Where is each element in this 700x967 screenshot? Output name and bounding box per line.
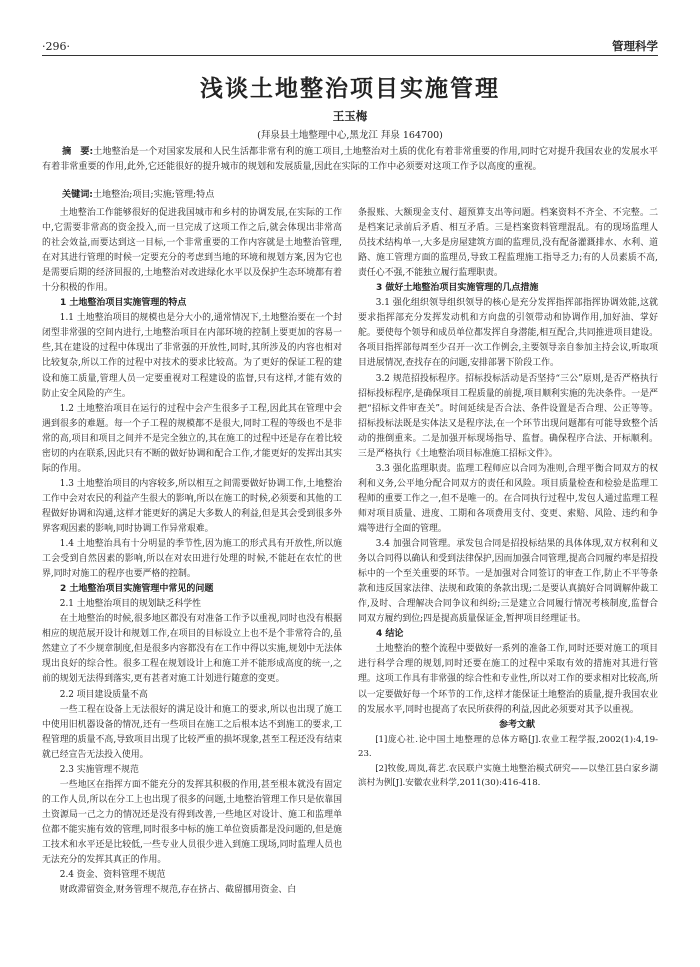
- section-heading: 3 做好土地整治项目实施管理的几点措施: [376, 283, 539, 294]
- references-title: 参考文献: [498, 719, 535, 730]
- page-number: ·296·: [42, 40, 70, 53]
- body-paragraph: 一些工程在设备上无法很好的满足设计和施工的要求,所以也出现了施工中使用旧机器设备的情况,还有一些项目在施工之后根本达不到施工的要求,工程管理的质量不高,导致项目出现了比较严重的损坏现象,甚至工程还没有结束就已经宣告无法投入使用。: [42, 704, 342, 760]
- abstract: [42, 145, 658, 175]
- keywords-text: 土地整治;项目;实施;管理;特点: [92, 190, 215, 200]
- subsection-heading: 2.2 项目建设质量不高: [59, 689, 148, 700]
- body-paragraph: 1.4 土地整治具有十分明显的季节性,因为施工的形式具有开放性,所以施工会受到自然因素的影响,所以在对农田进行处理的时候,不能赶在农忙的世界,同时对施工的程序也要严格的控制。: [42, 539, 342, 580]
- right-column: [358, 206, 658, 791]
- body-paragraph: 在土地整治的时候,很多地区都没有对准备工作予以重视,同时也没有根据相应的规范展开设计和规划工作,在项目的目标设立上也不是个非常符合的,虽然建立了不少规章制度,但是很多内容都没有在工作中得以实施,规划中无法体现出良好的综合性。很多工程在规划设计上和施工并不能形成高度的统一,之前的规划无法得到落实,更有甚者对施工计划进行随意的变更。: [42, 614, 342, 685]
- body-paragraph: 一些地区在指挥方面不能充分的发挥其积极的作用,甚至根本就没有固定的工作人员,所以在分工上也出现了很多的问题,土地整治管理工作只是依靠国土资源局一己之力的情况还是没有得到改善,一些地区对设计、施工和监理单位都不能实施有效的管理,同时很多中标的施工单位资质都是没问题的,但是施工技术和水平还是比较低,一些专业人员很少进入到施工现场,同时监理人员也无法充分的发挥其真正的作用。: [42, 779, 342, 866]
- section-heading: 1 土地整治项目实施管理的特点: [60, 298, 187, 309]
- article-title: 浅谈土地整治项目实施管理: [200, 75, 500, 102]
- body-paragraph: 1.1 土地整治项目的规模也是分大小的,通常情况下,土地整治要在一个封闭型非常强的空间内进行,土地整治项目在内部环境的控制上要更加的容易一些,其在建设的过程中体现出了非常强的开放性,同时,其所涉及的内容也相对比较复杂,所以工作的过程中对技术的要求比较高。为了更好的保证工程的建设和施工质量,管理人员一定要重视对工程建设的监督,只有这样,才能有效的防止安全风险的产生。: [42, 313, 342, 399]
- article-affiliation: (拜泉县土地整理中心,黑龙江 拜泉 164700): [257, 130, 443, 141]
- subsection-heading: 2.3 实施管理不规范: [59, 764, 139, 775]
- section-heading: 2 土地整治项目实施管理中常见的问题: [60, 584, 214, 595]
- abstract-text: 土地整治是一个对国家发展和人民生活都非常有利的施工项目,土地整治对土质的优化有着非常重要的作用,同时它对提升我国农业的发展水平有着非常重要的作用,此外,它还能很好的提升城市的规划和发展质量,因此在实际的工作中必须要对这项工作予以高度的重视。: [42, 147, 658, 172]
- body-paragraph: 土地整治的整个流程中要做好一系列的准备工作,同时还要对施工的项目进行科学合理的规划,同时还要在施工的过程中采取有效的措施对其进行管理。这项工作具有非常强的综合性和专业性,所以对工作的要求相对比较高,所以一定要做好每一个环节的工作,这样才能保证土地整治的质量,提升我国农业的发展水平,同时也提高了农民所获得的利益,因此必须要对其予以重视。: [358, 644, 658, 715]
- body-paragraph: 财政滞留资金,财务管理不规范,存在挤占、截留挪用资金、白: [59, 885, 297, 896]
- subsection-heading: 2.1 土地整治项目的规划缺乏科学性: [59, 599, 201, 610]
- running-header: [42, 38, 658, 58]
- body-paragraph: 土地整治工作能够很好的促进我国城市和乡村的协调发展,在实际的工作中,它需要非常高的资金投入,而一旦完成了这项工作之后,就会体现出非常高的社会效益,而要达到这一目标,一个非常重要的工作内容就是土地整治管理,在对其进行管理的时候一定要充分的考虑到当地的环境和规划方案,因为它也是需要后期的经济回报的,土地整治对改进绿化水平以及保护生态环境都有着十分积极的作用。: [42, 208, 342, 294]
- reference-item: [2]牧俊,周岚,蒋艺.农民联户实施土地整治模式研究——以垫江县白家乡湖滨村为例[J].安徽农业科学,2011(30):416-418.: [358, 763, 658, 789]
- keywords: [62, 188, 658, 203]
- body-paragraph: 3.1 强化组织领导组织领导的核心是充分发挥指挥部指挥协调效能,这就要求指挥部充分发挥发动机和方向盘的引领带动和协调作用,加好油、掌好舵。要使每个领导和成员单位都发挥自身潜能,相互配合,共同推进项目建设。各项目指挥部每周至少召开一次工作例会,主要领导亲自参加主持会议,听取项目进展情况,查找存在的问题,安排部署下阶段工作。: [358, 298, 658, 369]
- body-paragraph: 3.4 加强合同管理。承发包合同是招投标结果的具体体现,双方权利和义务以合同得以确认和受到法律保护,因而加强合同管理,提高合同履约率是招投标中的一个至关重要的环节。一是加强对合同签订的审查工作,防止不平等条款和违反国家法律、法规和政策的条款出现;二是要认真搞好合同调解仲裁工作,及时、合理解决合同争议和纠纷;三是建立合同履行情况考核制度,监督合同双方履约到位;四是提高质量保证金,暂押项目经理证书。: [358, 539, 658, 625]
- body-paragraph: 3.3 强化监理职责。监理工程师应以合同为准则,合理平衡合同双方的权利和义务,公平地分配合同双方的责任和风险。项目质量检查和检验是监理工程师的重要工作之一,但不是唯一的。在合同执行过程中,发包人通过监理工程师对项目质量、进度、工期和各项费用支付、变更、索赔、风险、违约和争端等进行全面的管理。: [358, 463, 658, 534]
- subsection-heading: 2.4 资金、资料管理不规范: [59, 870, 166, 881]
- abstract-label: 摘 要:: [62, 147, 94, 157]
- reference-item: [1]庞心社.论中国土地整理的总体方略[J].农业工程学报,2002(1):4,19-23.: [358, 734, 658, 760]
- article-author: 王玉梅: [332, 109, 368, 123]
- keywords-label: 关键词:: [62, 190, 93, 200]
- left-column: [42, 206, 342, 898]
- section-heading: 4 结论: [376, 629, 404, 640]
- body-paragraph: 1.2 土地整治项目在运行的过程中会产生很多子工程,因此其在管理中会遇到很多的难题。每一个子工程的规模都不是很大,同时工程的等级也不是非常的高,项目和项目之间并不是完全独立的,其在施工的过程中还是存在着比较密切的内在联系,因此只有不断的做好协调和配合工作,才能更好的发挥出其实际的作用。: [42, 403, 342, 474]
- body-paragraph: 条报账、大额现金支付、超预算支出等问题。档案资料不齐全、不完整。二是档案记录前后矛盾、相互矛盾。三是档案资料管理混乱。有的现场监理人员技术结构单一,大多是房屋建筑方面的监理员,没有配备灌溉排水、水利、道路、施工管理方面的监理员,导致工程监理施工指导乏力;有的人员素质不高,责任心不强,不能独立履行监理职责。: [358, 208, 658, 279]
- body-paragraph: 1.3 土地整治项目的内容较多,所以相互之间需要做好协调工作,土地整治工作中会对农民的利益产生很大的影响,所以在施工的时候,必须要和其他的工程做好协调和沟通,这样才能更好的满足大多数人的利益,但是其会受到很多外界客观因素的影响,同时协调工作异常艰难。: [42, 478, 342, 534]
- header-rule: [42, 55, 658, 56]
- journal-section: 管理科学: [612, 39, 658, 53]
- body-paragraph: 3.2 规范招投标程序。招标投标活动是否坚持“三公”原则,是否严格执行招标投标程序,是确保项目工程质量的前提,项目顺利实施的先决条件。一是严把“招标文件审查关”。时间延续是否合法、条件设置是否合理、公正等等。招标投标法既是实体法又是程序法,在一个环节出现问题都有可能导致整个活动的推倒重来。二是加强开标现场指导、监督。确保程序合法、开标顺利。三是严格执行《土地整治项目标准施工招标文件》。: [358, 373, 658, 459]
